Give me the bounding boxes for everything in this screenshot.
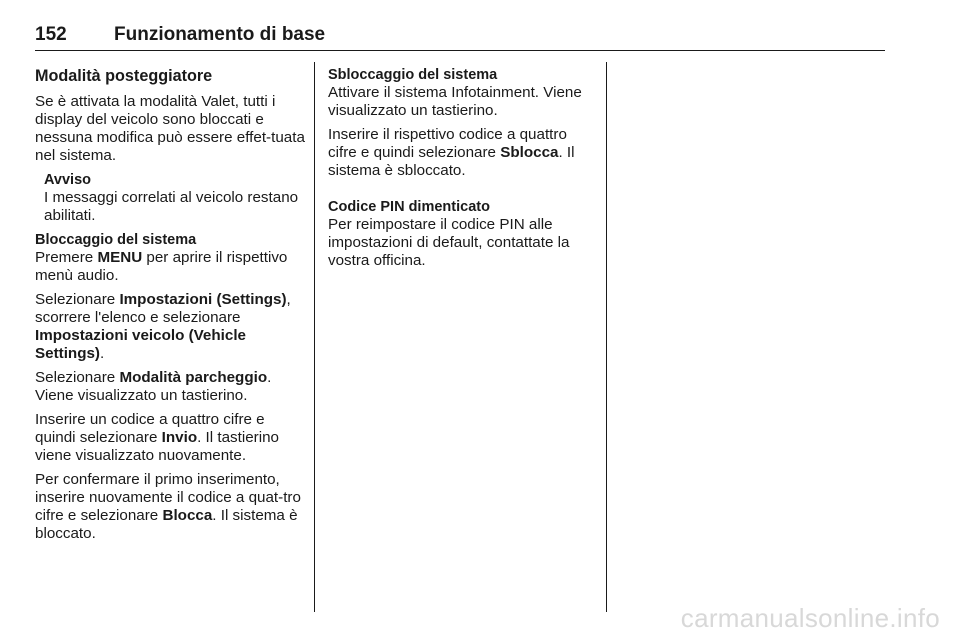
column-divider	[314, 62, 315, 612]
paragraph-reset-pin: Per reimpostare il codice PIN alle impostazioni di default, contattate la vostra officina.	[328, 216, 570, 269]
note-text: I messaggi correlati al veicolo restano abilitati.	[44, 189, 299, 224]
middle-column	[328, 66, 598, 276]
watermark: carmanualsonline.info	[680, 603, 940, 633]
note-label: Avviso	[44, 172, 92, 188]
paragraph-activate-infotainment: Attivare il sistema Infotainment. Viene visualizzato un tastierino.	[328, 84, 582, 119]
paragraph-press-menu: Premere MENU per aprire il rispettivo menù audio.	[35, 249, 288, 284]
paragraph-enter-unlock-code: Inserire il rispettivo codice a quattro cifre e quindi selezionare Sblocca. Il sistema è sbloccato.	[328, 126, 575, 179]
paragraph-confirm-code: Per confermare il primo inserimento, inserire nuovamente il codice a quat-tro cifre e selezionare Blocca. Il sistema è bloccato.	[35, 471, 301, 542]
left-column	[35, 66, 305, 549]
subheading-system-unlock: Sbloccaggio del sistema	[328, 67, 498, 83]
subheading-system-lock: Bloccaggio del sistema	[35, 232, 197, 248]
subheading-forgotten-pin: Codice PIN dimenticato	[328, 199, 490, 215]
note-box	[35, 171, 305, 225]
intro-paragraph: Se è attivata la modalità Valet, tutti i display del veicolo sono bloccati e nessuna modifica può essere effet-tuata nel sistema.	[35, 93, 305, 164]
column-divider	[606, 62, 607, 612]
page-number: 152	[35, 24, 67, 45]
section-heading-valet-mode: Modalità posteggiatore	[35, 67, 213, 85]
page-title: Funzionamento di base	[114, 24, 326, 45]
paragraph-select-parking-mode: Selezionare Modalità parcheggio. Viene visualizzato un tastierino.	[35, 369, 272, 404]
paragraph-select-settings: Selezionare Impostazioni (Settings), scorrere l'elenco e selezionare Impostazioni veicolo (Vehicle Settings).	[35, 291, 291, 362]
page-header	[35, 22, 885, 51]
paragraph-enter-code: Inserire un codice a quattro cifre e quindi selezionare Invio. Il tastierino viene visualizzato nuovamente.	[35, 411, 279, 464]
